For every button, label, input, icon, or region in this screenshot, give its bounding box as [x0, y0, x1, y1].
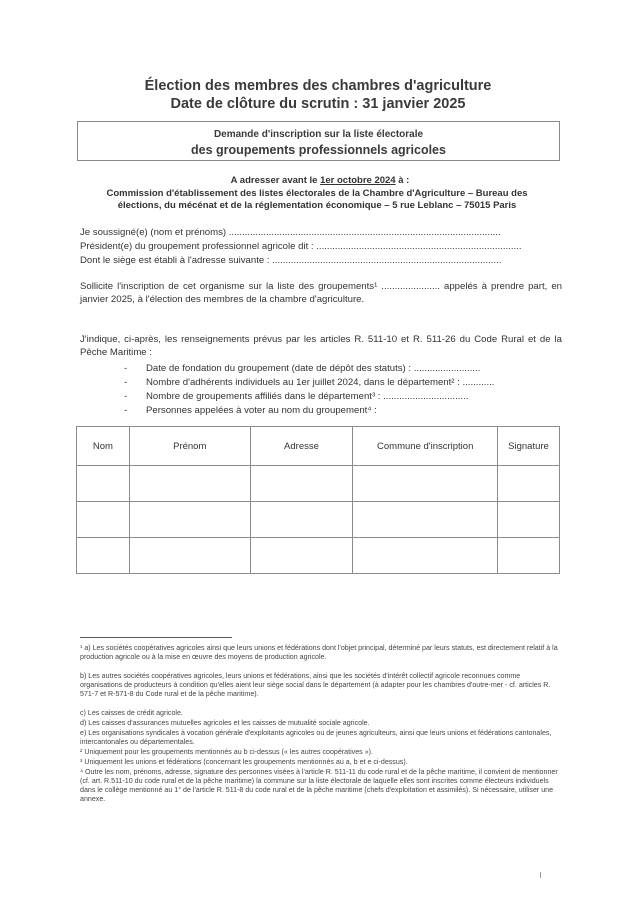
footnote-1c: c) Les caisses de crédit agricole.	[80, 709, 183, 717]
column-header-nom: Nom	[77, 427, 130, 466]
list-item: - Personnes appelées à voter au nom du groupement⁴ :	[124, 405, 377, 416]
list-item[interactable]: - Nombre de groupements affiliés dans le département³ : ................................	[124, 391, 469, 402]
table-cell[interactable]	[353, 466, 498, 502]
table-cell[interactable]	[129, 466, 250, 502]
table-cell[interactable]	[77, 466, 130, 502]
table-row	[77, 466, 560, 502]
footnote-1e: e) Les organisations syndicales à vocation générale d'exploitants agricoles ou de jeunes agriculteurs, ainsi que leurs unions et fédérations cantonales, intercantonales ou départementales.	[80, 729, 552, 746]
column-header-adresse: Adresse	[250, 427, 353, 466]
form-heading-box	[77, 121, 560, 161]
info-intro: J'indique, ci-après, les renseignements prévus par les articles R. 511-10 et R. 511-26 du Code Rural et de la Pêche Maritime :	[80, 334, 562, 358]
table-cell[interactable]	[498, 466, 560, 502]
table-cell[interactable]	[250, 538, 353, 574]
list-item[interactable]: - Nombre d'adhérents individuels au 1er juillet 2024, dans le département² : ............	[124, 377, 495, 388]
table-cell[interactable]	[77, 502, 130, 538]
column-header-signature: Signature	[498, 427, 560, 466]
send-before-suffix: à :	[395, 175, 410, 186]
table-cell[interactable]	[77, 538, 130, 574]
table-cell[interactable]	[129, 502, 250, 538]
column-header-prenom: Prénom	[129, 427, 250, 466]
members-count-field[interactable]: Nombre d'adhérents individuels au 1er juillet 2024, dans le département² : ............	[146, 377, 495, 388]
footnote-divider	[80, 637, 232, 638]
table-cell[interactable]	[498, 538, 560, 574]
request-paragraph: Sollicite l'inscription de cet organisme sur la liste des groupements¹ ...................... appelés à prendre part, en janvier 2025, à l'élection des membres de la chambre d'agriculture.	[80, 281, 562, 305]
commission-address-line1: Commission d'établissement des listes électorales de la Chambre d'Agriculture – Bureau des	[106, 188, 528, 199]
table-cell[interactable]	[250, 502, 353, 538]
form-subtitle: Demande d'inscription sur la liste électorale	[213, 129, 424, 140]
table-header-row	[77, 427, 560, 466]
table-row	[77, 502, 560, 538]
table-cell[interactable]	[353, 502, 498, 538]
table-cell[interactable]	[250, 466, 353, 502]
form-heading: des groupements professionnels agricoles	[191, 143, 446, 157]
voters-table	[76, 426, 560, 574]
foundation-date-field[interactable]: Date de fondation du groupement (date de dépôt des statuts) : .........................	[146, 363, 481, 374]
table-row	[77, 538, 560, 574]
deadline-date: 1er octobre 2024	[320, 175, 396, 186]
page-title: Élection des membres des chambres d'agriculture	[144, 78, 492, 94]
table-cell[interactable]	[353, 538, 498, 574]
seat-address-field[interactable]: Dont le siège est établi à l'adresse suivante : ......................................................................................	[80, 255, 502, 266]
table-cell[interactable]	[129, 538, 250, 574]
footnote-1a: ¹ a) Les sociétés coopératives agricoles ainsi que leurs unions et fédérations dont l'objet principal, déterminé par leurs statuts, est directement relatif à la production agricole ou à la mise en œuvre des moyens de production agricole.	[80, 644, 558, 661]
send-before-prefix: A adresser avant le	[230, 175, 321, 186]
footnote-3: ³ Uniquement les unions et fédérations (concernant les groupements mentionnés au a, b et e ci-dessus).	[80, 758, 408, 766]
undersigned-field[interactable]: Je soussigné(e) (nom et prénoms) ......................................................................................................	[80, 227, 501, 238]
footnote-4: ⁴ Outre les nom, prénoms, adresse, signature des personnes visées à l'article R. 511-11 du code rural et de la pêche maritime, il convient de mentionner (cf. art. R.511-10 du code rural et de la pêche maritime) la commune sur la liste électorale de laquelle elles sont inscrites comme électeurs individuels dans le collège mentionné au 1° de l'article R. 511-8 du code rural et de la pêche maritime (chefs d'exploitation et assimilés). Si nécessaire, utiliser une annexe.	[80, 768, 558, 803]
footnote-1d: d) Les caisses d'assurances mutuelles agricoles et les caisses de mutualité sociale agricole.	[80, 719, 370, 727]
commission-address-line2: élections, du mécénat et de la réglementation économique – 5 rue Leblanc – 75015 Paris	[117, 200, 517, 211]
scan-mark	[540, 872, 541, 878]
closing-date-title: Date de clôture du scrutin : 31 janvier 2025	[170, 96, 466, 112]
table-cell[interactable]	[498, 502, 560, 538]
list-item[interactable]: - Date de fondation du groupement (date de dépôt des statuts) : .........................	[124, 363, 481, 374]
send-before-line	[90, 175, 550, 186]
footnote-2: ² Uniquement pour les groupements mentionnés au b ci-dessus (« les autres coopératives »).	[80, 748, 373, 756]
voters-label: Personnes appelées à voter au nom du groupement⁴ :	[146, 405, 377, 416]
affiliated-count-field[interactable]: Nombre de groupements affiliés dans le département³ : ................................	[146, 391, 469, 402]
footnote-1b: b) Les autres sociétés coopératives agricoles, leurs unions et fédérations, ainsi que les sociétés d'intérêt collectif agricole reconnues comme organisations de producteurs à condition qu'elles aient leur siège social dans le département (à adapter pour les chambres d'outre-mer - cf. articles R. 571-7 et R-571-8 du Code rural et de la pêche maritime).	[80, 672, 551, 698]
column-header-commune: Commune d'inscription	[353, 427, 498, 466]
president-field[interactable]: Président(e) du groupement professionnel agricole dit : .............................................................................	[80, 241, 522, 252]
